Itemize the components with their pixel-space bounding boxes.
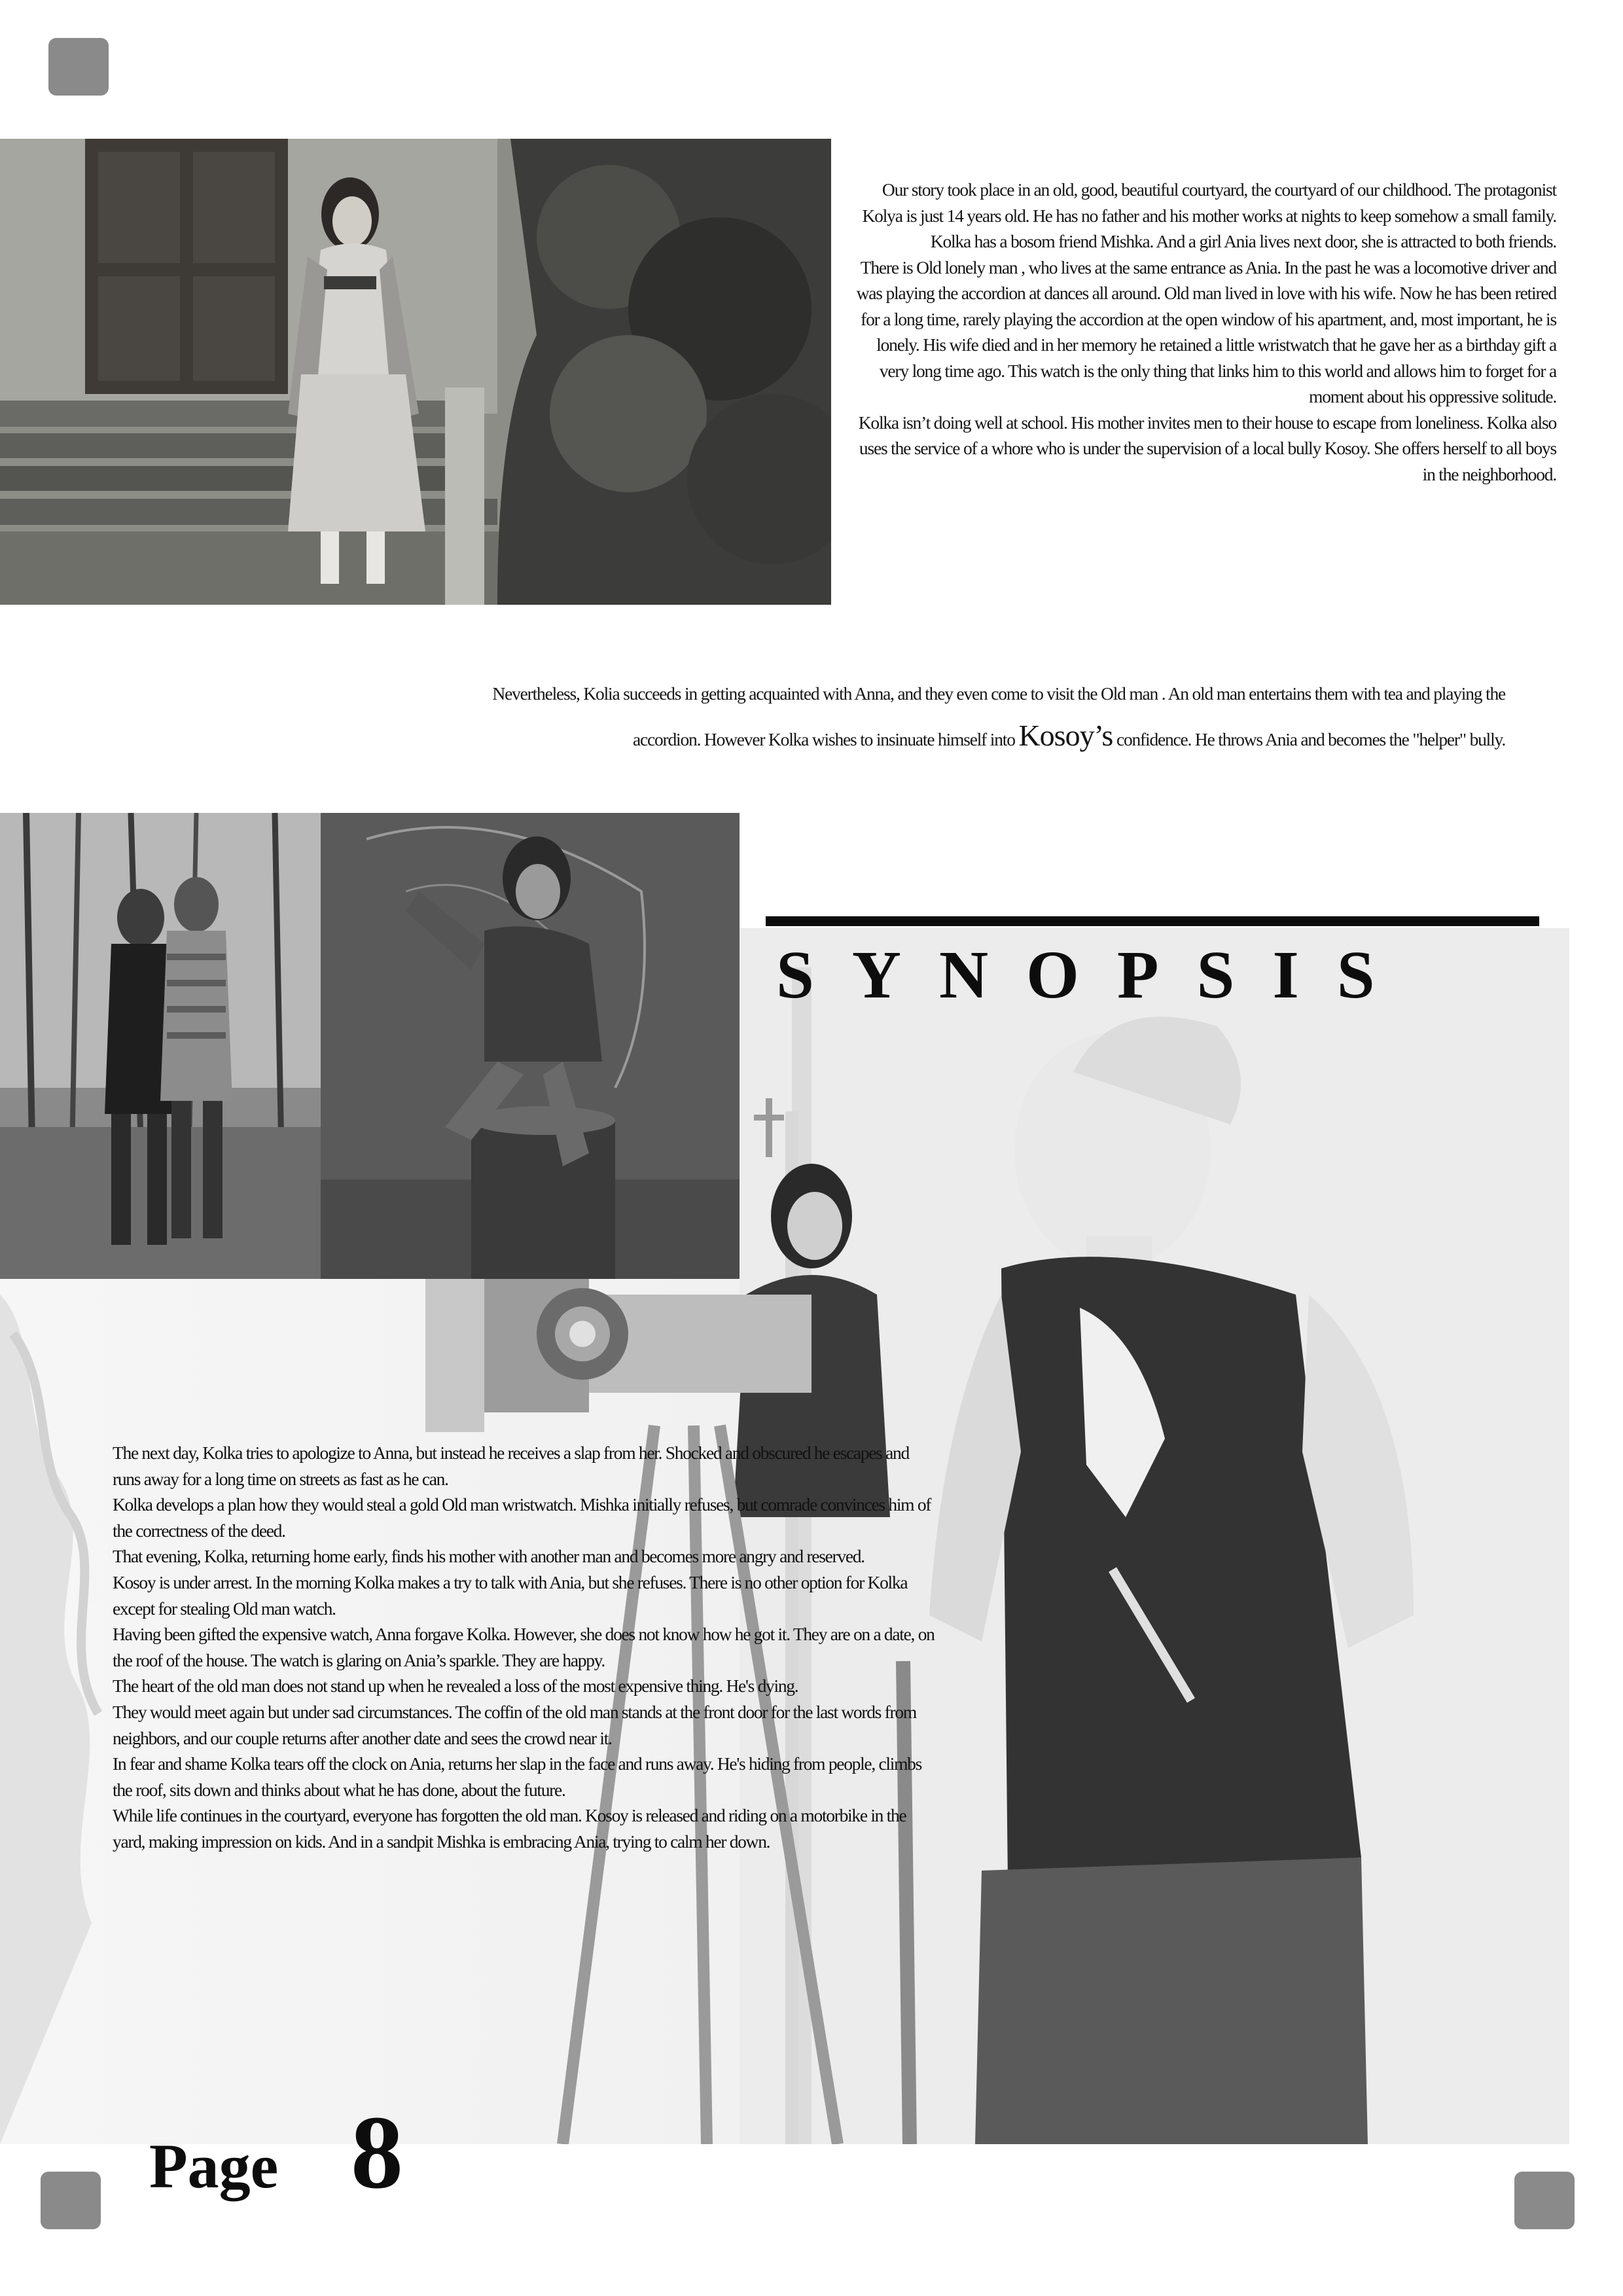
synopsis-paragraph: That evening, Kolka, returning home early, finds his mother with another man and becomes more angry and reserved.	[113, 1546, 865, 1567]
continuation-text-after: confidence. He throws Ania and becomes the "helper" bully.	[1113, 729, 1505, 749]
synopsis-paragraph: In fear and shame Kolka tears off the clock on Ania, returns her slap in the face and runs away. He's hiding from people, climbs the roof, sits down and thinks about what he has done, about the future.	[113, 1753, 922, 1800]
synopsis-paragraph: The heart of the old man does not stand up when he revealed a loss of the most expensive thing. He's dying.	[113, 1676, 798, 1696]
corner-marker-bottom-left	[41, 2172, 101, 2229]
intro-paragraph: Kolka isn’t doing well at school. His mother invites men to their house to escape from loneliness. Kolka also uses the service of a whore who is under the supervision of a local bully Kosoy. She offers herself to all boys in the neighborhood.	[858, 412, 1556, 484]
synopsis-paragraph: While life continues in the courtyard, everyone has forgotten the old man. Kosoy is released and riding on a motorbike in the yard, making impression on kids. And in a sandpit Mishka is embracing Ania, trying to calm her down.	[113, 1805, 906, 1852]
page-number: 8	[351, 2094, 403, 2210]
continuation-text-before: accordion. However Kolka wishes to insinuate himself into	[632, 729, 1019, 749]
continuation-text	[52, 673, 1505, 761]
intro-paragraph: Our story took place in an old, good, beautiful courtyard, the courtyard of our childhood. The protagonist Kolya is just 14 years old. He has no father and his mother works at nights to keep somehow a small family. Kolka has a bosom friend Mishka. And a girl Ania lives next door, she is attracted to both friends.	[862, 179, 1556, 251]
continuation-line-2	[52, 715, 1505, 761]
synopsis-paragraph: Having been gifted the expensive watch, Anna forgave Kolka. However, she does not know how he got it. They are on a date, on the roof of the house. The watch is glaring on Ania’s sparkle. They are happy.	[113, 1624, 935, 1670]
kosoy-emphasis: Kosoy’s	[1018, 719, 1113, 752]
synopsis-paragraph: Kolka develops a plan how they would steal a gold Old man wristwatch. Mishka initially refuses, but comrade convinces him of the correctness of the deed.	[113, 1494, 931, 1541]
synopsis-paragraph: They would meet again but under sad circumstances. The coffin of the old man stands at the front door for the last words from neighbors, and our couple returns after another date and sees the crowd near it.	[113, 1701, 916, 1748]
corner-marker-bottom-right	[1514, 2172, 1575, 2229]
intro-text	[851, 177, 1556, 487]
girl-on-steps-photo	[0, 139, 831, 605]
intro-paragraph: There is Old lonely man , who lives at the same entrance as Ania. In the past he was a locomotive driver and was playing the accordion at dances all around. Old man lived in love with his wife. Now he has been retired for a long time, rarely playing the accordion at the open window of his apartment, and, most important, he is lonely. His wife died and in her memory he retained a little wristwatch that he gave her as a birthday gift a very long time ago. This watch is the only thing that links him to this world and allows him to forget for a moment about his oppressive solitude.	[856, 257, 1556, 406]
synopsis-paragraph: The next day, Kolka tries to apologize to Anna, but instead he receives a slap from her. Shocked and obscured he escapes and runs away for a long time on streets as fast as he can.	[113, 1443, 909, 1489]
page-label: Page	[149, 2131, 279, 2201]
synopsis-title: SYNOPSIS	[776, 937, 1413, 1013]
synopsis-rule	[766, 916, 1539, 926]
boys-in-park-photo	[0, 813, 740, 1279]
corner-marker-top-left	[48, 38, 109, 96]
continuation-line-1: Nevertheless, Kolia succeeds in getting acquainted with Anna, and they even come to visit the Old man . An old man entertains them with tea and playing the	[492, 683, 1505, 704]
synopsis-paragraph: Kosoy is under arrest. In the morning Kolka makes a try to talk with Ania, but she refuses. There is no other option for Kolka except for stealing Old man watch.	[113, 1571, 908, 1619]
synopsis-body	[113, 1440, 937, 1855]
